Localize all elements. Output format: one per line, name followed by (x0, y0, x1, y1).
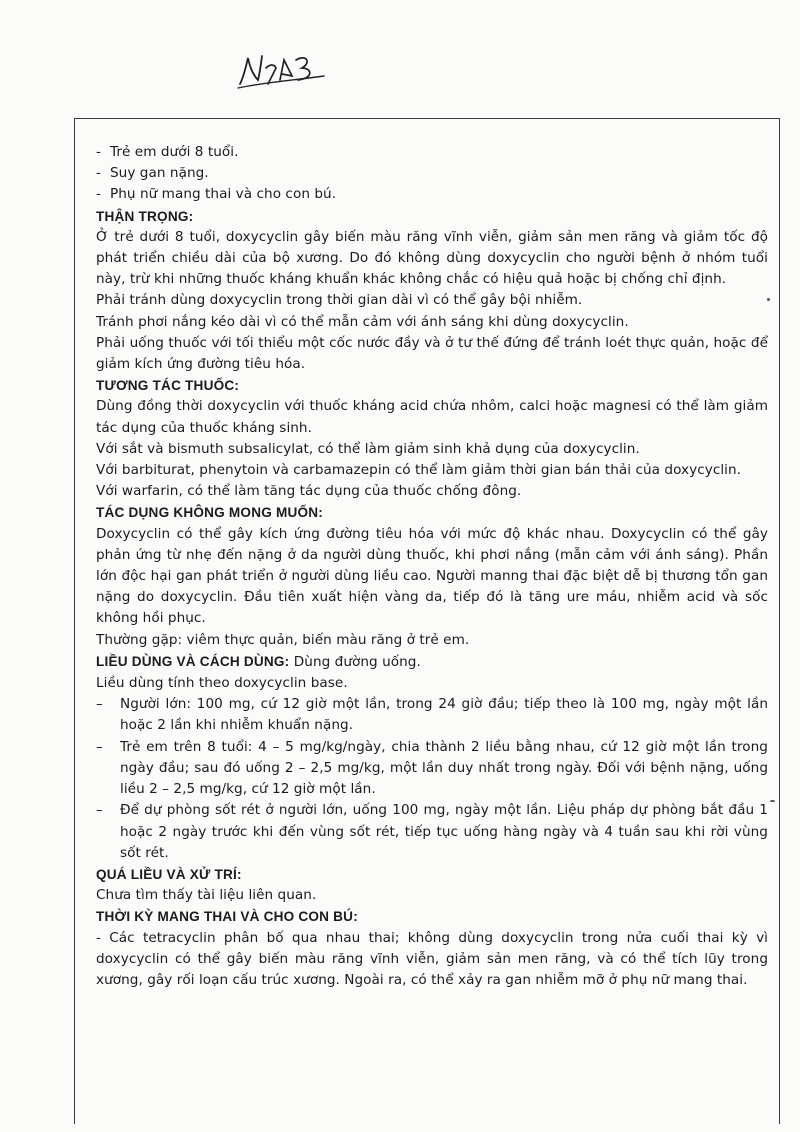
handwritten-mark (236, 46, 326, 96)
dosage-basis: Liều dùng tính theo doxycyclin base. (96, 675, 348, 692)
dosage-item: – Người lớn: 100 mg, cứ 12 giờ một lần, trong 24 giờ đầu; tiếp theo là 100 mg, ngày một lần hoặc 2 lần khi nhiễm khuẩn nặng. (96, 696, 768, 734)
dosage-route: Dùng đường uống. (289, 653, 421, 670)
scan-speck (770, 800, 775, 802)
interactions-paragraph: Với barbiturat, phenytoin và carbamazepin có thể làm giảm thời gian bán thải của doxycyclin. (96, 462, 742, 479)
dosage-heading-line (96, 651, 768, 673)
interactions-heading: TƯƠNG TÁC THUỐC: (96, 378, 240, 394)
dosage-item: – Trẻ em trên 8 tuổi: 4 – 5 mg/kg/ngày, chia thành 2 liều bằng nhau, cứ 12 giờ một lần trong ngày đầu; sau đó uống 2 – 2,5 mg/kg, một lần duy nhất trong ngày. Đối với bệnh nặng, uống liều 2 – 2,5 mg/kg, cứ 12 giờ một lần. (96, 738, 768, 798)
precautions-paragraph: Phải tránh dùng doxycyclin trong thời gian dài vì có thể gây bội nhiễm. (96, 292, 583, 309)
adverse-effects-paragraph: Thường gặp: viêm thực quản, biến màu răng ở trẻ em. (96, 631, 470, 648)
precautions-paragraph: Tránh phơi nắng kéo dài vì có thể mẫn cảm với ánh sáng khi dùng doxycyclin. (96, 313, 629, 330)
interactions-paragraph: Với warfarin, có thể làm tăng tác dụng của thuốc chống đông. (96, 483, 522, 500)
precautions-paragraph: Ở trẻ dưới 8 tuổi, doxycyclin gây biến màu răng vĩnh viễn, giảm sản men răng và giảm tốc độ phát triển chiều dài của bộ xương. Do đó không dùng doxycyclin cho người bệnh ở nhóm tuổi này, trừ khi những thuốc kháng khuẩn khác không chắc có hiệu quả hoặc bị chống chỉ định. (96, 228, 768, 288)
contraindication-item: - Trẻ em dưới 8 tuổi. (96, 144, 239, 160)
contraindication-item: - Phụ nữ mang thai và cho con bú. (96, 186, 337, 203)
pregnancy-heading: THỜI KỲ MANG THAI VÀ CHO CON BÚ: (96, 909, 358, 925)
interactions-paragraph: Với sắt và bismuth subsalicylat, có thể làm giảm sinh khả dụng của doxycyclin. (96, 440, 640, 457)
overdose-heading: QUÁ LIỀU VÀ XỬ TRÍ: (96, 866, 242, 882)
pregnancy-text: - Các tetracyclin phân bố qua nhau thai; không dùng doxycyclin trong nửa cuối thai kỳ vì doxycyclin có thể gây biến màu răng vĩnh viễn, giảm sản men răng, và có thể tích lũy trong xương, gây rối loạn cấu trúc xương. Ngoài ra, có thể xảy ra gan nhiễm mỡ ở phụ nữ mang thai. (96, 929, 768, 988)
document-body (96, 142, 768, 991)
adverse-effects-heading: TÁC DỤNG KHÔNG MONG MUỐN: (96, 505, 324, 521)
precautions-paragraph: Phải uống thuốc với tối thiểu một cốc nước đầy và ở tư thế đứng để tránh loét thực quản, hoặc để giảm kích ứng đường tiêu hóa. (96, 334, 768, 373)
interactions-paragraph: Dùng đồng thời doxycyclin với thuốc kháng acid chứa nhôm, calci hoặc magnesi có thể làm giảm tác dụng của thuốc kháng sinh. (96, 398, 768, 436)
precautions-heading: THẬN TRỌNG: (96, 208, 194, 224)
overdose-text: Chưa tìm thấy tài liệu liên quan. (96, 887, 317, 904)
contraindication-item: - Suy gan nặng. (96, 165, 209, 182)
adverse-effects-paragraph: Doxycyclin có thể gây kích ứng đường tiêu hóa với mức độ khác nhau. Doxycyclin có thể gây phản ứng từ nhẹ đến nặng ở da người dùng thuốc, khi phơi nắng (mẫn cảm với ánh sáng). Phần lớn độc hại gan phát triển ở người dùng liều cao. Người manng thai đặc biệt dễ bị thương tổn gan nặng do doxycyclin. Đầu tiên xuất hiện vàng da, tiếp đó là tăng ure máu, nhiễm acid và sốc không hồi phục. (96, 525, 768, 627)
dosage-item: – Để dự phòng sốt rét ở người lớn, uống 100 mg, ngày một lần. Liệu pháp dự phòng bắt đầu 1 hoặc 2 ngày trước khi đến vùng sốt rét, tiếp tục uống hàng ngày và 4 tuần sau khi rời vùng sốt rét. (96, 802, 768, 861)
dosage-heading: LIỀU DÙNG VÀ CÁCH DÙNG: (96, 653, 290, 669)
